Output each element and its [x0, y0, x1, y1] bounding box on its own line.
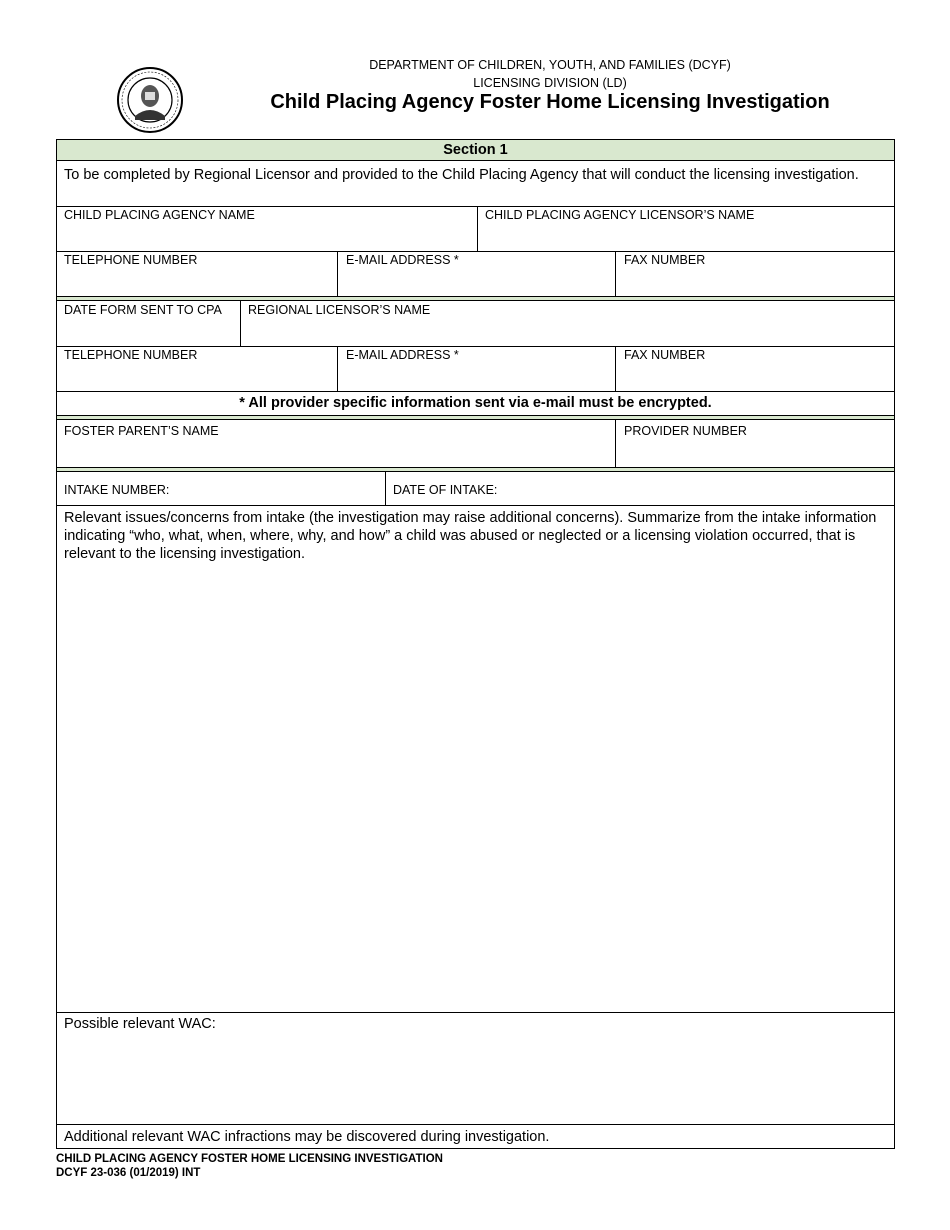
- date-sent-input[interactable]: [60, 320, 236, 344]
- cpa-telephone-input[interactable]: [60, 269, 332, 293]
- provider-number-label: PROVIDER NUMBER: [624, 424, 747, 438]
- relevant-issues-textarea[interactable]: [60, 570, 889, 1006]
- cpa-fax-input[interactable]: [619, 269, 889, 293]
- intake-number-input[interactable]: [180, 478, 380, 502]
- cpa-licensor-name-input[interactable]: [481, 224, 889, 248]
- form-title: Child Placing Agency Foster Home Licensing Investigation: [270, 91, 830, 113]
- rl-email-input[interactable]: [341, 364, 611, 388]
- regional-licensor-name-input[interactable]: [244, 320, 889, 344]
- regional-licensor-name-label: REGIONAL LICENSOR’S NAME: [248, 303, 431, 317]
- possible-wac-label: Possible relevant WAC:: [64, 1016, 216, 1032]
- rl-email-label: E-MAIL ADDRESS *: [346, 348, 459, 362]
- foster-parent-name-input[interactable]: [60, 440, 610, 464]
- rl-fax-input[interactable]: [619, 364, 889, 388]
- date-sent-label: DATE FORM SENT TO CPA: [64, 303, 222, 317]
- intake-number-label: INTAKE NUMBER:: [64, 483, 170, 497]
- cpa-telephone-label: TELEPHONE NUMBER: [64, 253, 198, 267]
- washington-state-seal-icon: [115, 66, 185, 134]
- cpa-email-label: E-MAIL ADDRESS *: [346, 253, 459, 267]
- cpa-name-label: CHILD PLACING AGENCY NAME: [64, 208, 255, 222]
- relevant-issues-prompt: Relevant issues/concerns from intake (the investigation may raise additional concerns). Summarize from the intake information indicating “who, what, when, where, why, and how” a child was abused or neglected or a licensing violation occurred, that is relevant to the licensing investigation.: [64, 510, 877, 562]
- possible-wac-textarea[interactable]: [60, 1036, 889, 1120]
- rl-fax-label: FAX NUMBER: [624, 348, 706, 362]
- cpa-licensor-name-label: CHILD PLACING AGENCY LICENSOR’S NAME: [485, 208, 755, 222]
- footer-form-title: CHILD PLACING AGENCY FOSTER HOME LICENSING INVESTIGATION: [56, 1153, 443, 1165]
- department-name: DEPARTMENT OF CHILDREN, YOUTH, AND FAMILIES (DCYF): [369, 58, 731, 72]
- provider-number-input[interactable]: [619, 440, 889, 464]
- cpa-fax-label: FAX NUMBER: [624, 253, 706, 267]
- footer-form-number: DCYF 23-036 (01/2019) INT: [56, 1167, 201, 1179]
- date-of-intake-label: DATE OF INTAKE:: [393, 483, 498, 497]
- section-title: Section 1: [57, 140, 894, 161]
- rl-telephone-label: TELEPHONE NUMBER: [64, 348, 198, 362]
- section-instructions: To be completed by Regional Licensor and provided to the Child Placing Agency that will conduct the licensing investigation.: [64, 167, 859, 183]
- encryption-note: * All provider specific information sent via e-mail must be encrypted.: [239, 395, 712, 411]
- cpa-email-input[interactable]: [341, 269, 611, 293]
- cpa-name-input[interactable]: [60, 224, 472, 248]
- date-of-intake-input[interactable]: [505, 478, 889, 502]
- additional-wac-note: Additional relevant WAC infractions may be discovered during investigation.: [64, 1129, 550, 1145]
- division-name: LICENSING DIVISION (LD): [473, 76, 627, 90]
- foster-parent-name-label: FOSTER PARENT’S NAME: [64, 424, 219, 438]
- rl-telephone-input[interactable]: [60, 364, 332, 388]
